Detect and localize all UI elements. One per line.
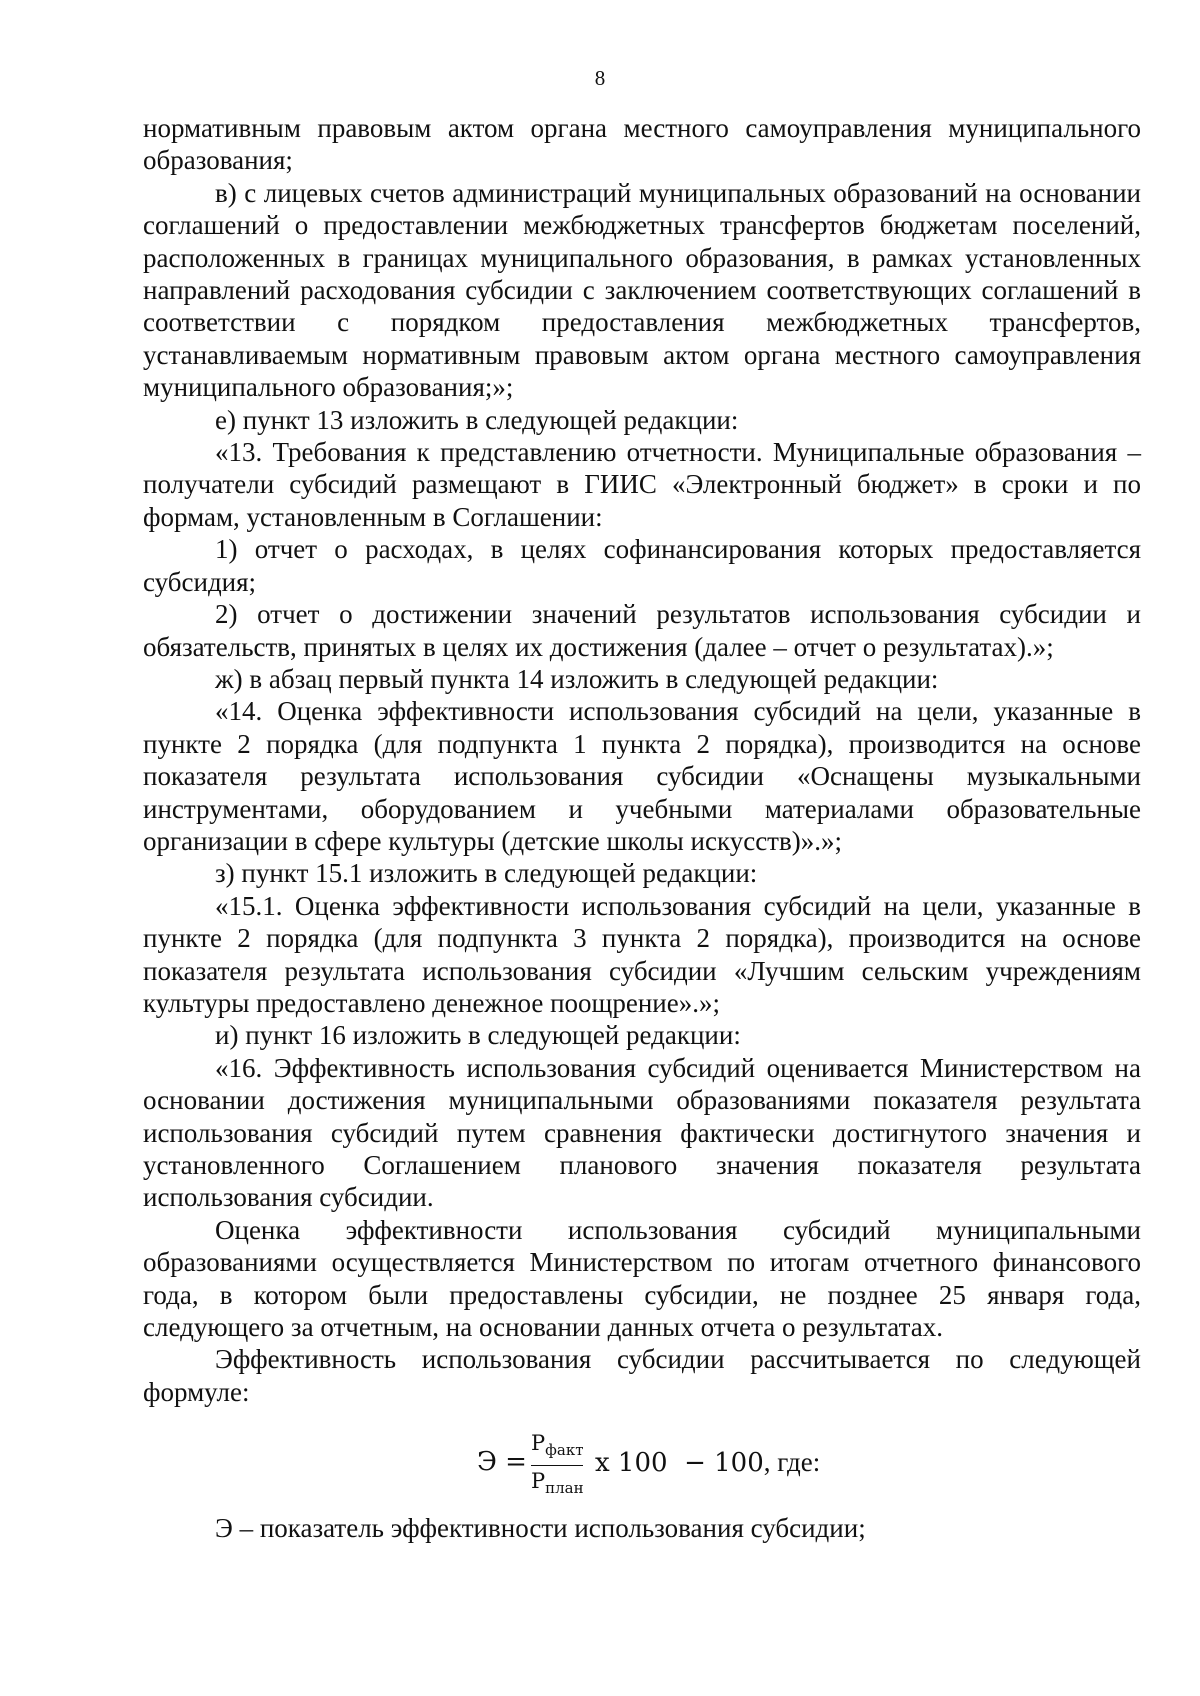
paragraph: в) с лицевых счетов администраций муниципальных образований на основании соглашений о предоставлении межбюджетных трансфертов бюджетам поселений, расположенных в границах муниципального образования, в рамках установленных направлений расходования субсидии с заключением соответствующих соглашений в соответствии с порядком предоставления межбюджетных трансфертов, устанавливаемым нормативным правовым актом органа местного самоуправления муниципального образования;»;	[143, 177, 1141, 403]
paragraph: з) пункт 15.1 изложить в следующей редакции:	[215, 858, 758, 889]
page-number: 8	[594, 66, 606, 90]
document-body	[143, 112, 1141, 1545]
numerator-base: Р	[531, 1431, 546, 1456]
formula-rhs	[595, 1446, 820, 1479]
formula-numerator	[531, 1430, 583, 1463]
paragraph: и) пункт 16 изложить в следующей редакции:	[215, 1020, 741, 1051]
formula-explanation: Э – показатель эффективности использования субсидии;	[215, 1513, 866, 1544]
paragraph: «16. Эффективность использования субсидий оценивается Министерством на основании достижения муниципальными образованиями показателя результата использования субсидий путем сравнения фактически достигнутого значения и установленного Соглашением планового значения показателя результата использования субсидии.	[143, 1052, 1141, 1213]
denominator-base: Р	[531, 1469, 546, 1494]
paragraph: 1) отчет о расходах, в целях софинансирования которых предоставляется субсидия;	[143, 534, 1141, 597]
paragraph: Эффективность использования субсидии рассчитывается по следующей формуле:	[143, 1344, 1141, 1407]
paragraph: е) пункт 13 изложить в следующей редакции:	[215, 404, 739, 435]
paragraph: «13. Требования к представлению отчетности. Муниципальные образования – получатели субсидий размещают в ГИИС «Электронный бюджет» в сроки и по формам, установленным в Соглашении:	[143, 437, 1141, 532]
denominator-subscript: план	[545, 1479, 584, 1498]
formula-rhs-expression: х 100 − 100	[595, 1448, 764, 1479]
efficiency-formula	[143, 1430, 1141, 1498]
paragraph: ж) в абзац первый пункта 14 изложить в следующей редакции:	[215, 663, 939, 694]
numerator-subscript: факт	[545, 1441, 584, 1460]
fraction-bar	[531, 1465, 583, 1466]
formula-tail: , где:	[763, 1447, 821, 1478]
formula-lhs: Э =	[477, 1447, 527, 1478]
formula-fraction	[531, 1430, 583, 1501]
paragraph: «15.1. Оценка эффективности использования субсидий на цели, указанные в пункте 2 порядка (для подпункта 3 пункта 2 порядка), производится на основе показателя результата использования субсидии «Лучшим сельским учреждениям культуры предоставлено денежное поощрение».»;	[143, 890, 1141, 1018]
paragraph: Оценка эффективности использования субсидий муниципальными образованиями осуществляется Министерством по итогам отчетного финансового года, в котором были предоставлены субсидии, не позднее 25 января года, следующего за отчетным, на основании данных отчета о результатах.	[143, 1214, 1141, 1343]
formula-denominator	[531, 1468, 583, 1501]
paragraph: «14. Оценка эффективности использования субсидий на цели, указанные в пункте 2 порядка (для подпункта 1 пункта 2 порядка), производится на основе показателя результата использования субсидии «Оснащены музыкальными инструментами, оборудованием и учебными материалами образовательные организации в сфере культуры (детские школы искусств)».»;	[143, 696, 1141, 856]
paragraph: 2) отчет о достижении значений результатов использования субсидии и обязательств, принятых в целях их достижения (далее – отчет о результатах).»;	[143, 599, 1141, 662]
paragraph: нормативным правовым актом органа местного самоуправления муниципального образования;	[143, 113, 1141, 176]
